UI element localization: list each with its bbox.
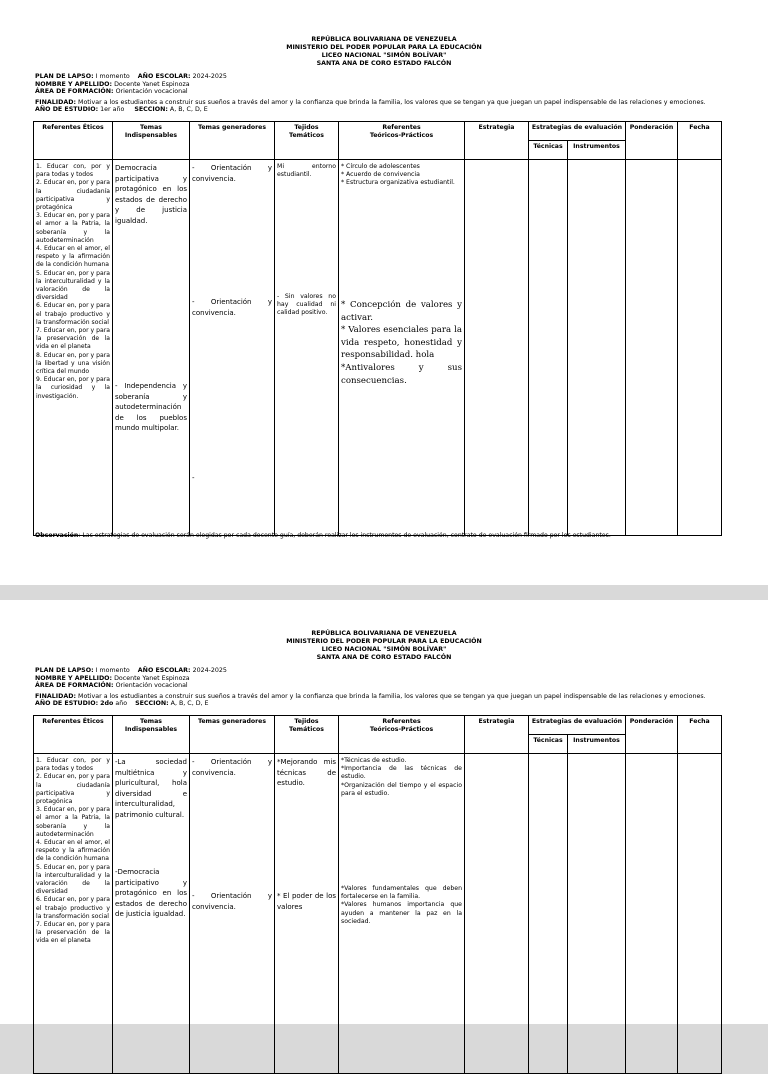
plan-meta [35,667,706,708]
col-header-tecnicas: Técnicas [529,735,568,754]
area-value: Orientación vocacional [115,88,188,96]
header-line-3: LICEO NACIONAL "SIMÓN BOLÍVAR" [321,646,447,653]
tejidos-1: *Mejorando mis técnicas de estudio. [277,758,336,787]
list-item: 2. Educar en, por y para la ciudadanía participativa y protagónica [36,773,110,806]
plan-label: PLAN DE LAPSO: [35,73,94,80]
area-label: ÁREA DE FORMACIÓN: [35,88,114,96]
instrumentos-cell [568,754,626,1074]
temas-indispensables-cell [113,754,190,1074]
finalidad-value: Motivar a los estudiantes a construir sus sueños a través del amor y la confianza que brinda la familia, los valores que se tengan ya que juegan un papel indispensable de las relaciones y emociones. [78,692,706,700]
ponderacion-cell [626,160,678,536]
document-page-2 [0,600,768,1024]
list-item: 6. Educar en, por y para el trabajo productivo y la transformación social [36,896,110,920]
col-header-estrategia: Estrategia [465,716,529,754]
col-header-tejidos: Tejidos Temáticos [275,122,339,160]
section-value: A, B, C, D, E [170,700,209,708]
section-value: A, B, C, D, E [169,106,208,114]
name-value: Docente Yanet Espinoza [114,80,190,88]
year-label: AÑO ESCOLAR: [137,667,191,674]
name-value: Docente Yanet Espinoza [114,674,190,682]
temas-generadores-cell [190,754,275,1074]
ref-teo-item: *Valores humanos importancia que ayuden a mantener la paz en la sociedad. [341,901,462,925]
temas-gen-2: - Orientación y convivencia. [192,892,272,911]
tejidos-2: * El poder de los valores [277,892,336,911]
plan-meta [35,73,706,114]
temas-ind-2: - Independencia y soberanía y autodeterminación de los pueblos mundo multipolar. [115,382,187,432]
list-item: 8. Educar en, por y para la libertad y una visión crítica del mundo [36,351,110,376]
estrategia-cell [465,160,529,536]
temas-gen-1: - Orientación y convivencia. [192,164,272,183]
list-item: 2. Educar en, por y para la ciudadanía participativa y protagónica [36,179,110,212]
header-line-2: MINISTERIO DEL PODER POPULAR PARA LA EDUCACIÓN [286,44,482,51]
list-item: 4. Educar en el amor, el respeto y la afirmación de la condición humana [36,245,110,269]
list-item: 1. Educar con, por y para todas y todos [36,757,110,773]
col-header-instrumentos: Instrumentos [568,735,626,754]
ref-teo-item: *Antivalores y sus consecuencias. [341,362,462,386]
col-header-temas-generadores: Temas generadores [190,122,275,160]
finalidad-label: FINALIDAD: [35,692,76,700]
col-header-estrategias-eval: Estrategias de evaluación [529,122,626,141]
ponderacion-cell [626,754,678,1074]
list-item: 3. Educar en, por y para el amor a la Patria, la soberanía y la autodeterminación [36,806,110,838]
table-row [34,754,722,1074]
tejidos-cell [275,754,339,1074]
area-label: ÁREA DE FORMACIÓN: [35,682,114,690]
section-label: SECCION: [134,106,168,114]
section-label: SECCION: [135,700,169,708]
header [0,630,768,662]
ref-teo-item: *Organización del tiempo y el espacio para el estudio. [341,781,462,797]
ref-eticos-cell [34,160,113,536]
col-header-ref-teoricos: Referentes Teóricos-Prácticos [339,122,465,160]
name-label: NOMBRE Y APELLIDO: [35,674,113,682]
ref-teo-item: * Estructura organizativa estudiantil. [341,179,455,186]
estrategia-cell [465,754,529,1074]
col-header-temas-indispensables: Temas Indispensables [113,716,190,754]
observacion [35,532,611,539]
list-item: 5. Educar en, por y para la interculturalidad y la valoración de la diversidad [36,269,110,302]
col-header-ponderacion: Ponderación [626,122,678,160]
study-year-value: 1er año [100,106,125,114]
temas-gen-1: - Orientación y convivencia. [192,758,272,777]
ref-teoricos-cell [339,754,465,1074]
col-header-estrategia: Estrategia [465,122,529,160]
tejidos-cell [275,160,339,536]
ref-teo-item: *Valores fundamentales que deben fortalecerse en la familia. [341,885,462,901]
col-header-temas-generadores: Temas generadores [190,716,275,754]
year-value: 2024-2025 [192,73,227,80]
fecha-cell [678,160,722,536]
list-item: 7. Educar en, por y para la preservación de la vida en el planeta [36,327,110,351]
study-year-suffix: año [115,700,128,708]
study-year-value: 2do [100,700,114,708]
temas-ind-1: Democracia participativa y protagónico en los estados de derecho y de justicia igualdad. [115,164,187,225]
tejidos-1: Mi entorno estudiantil. [277,163,336,179]
plan-table [33,715,722,1074]
temas-indispensables-cell [113,160,190,536]
finalidad-value: Motivar a los estudiantes a construir sus sueños a través del amor y la confianza que brinda la familia, los valores que se tengan ya que juegan un papel indispensable de las relaciones y emociones. [78,98,706,106]
ref-teo-item: * Concepción de valores y activar. [341,300,462,323]
temas-generadores-cell [190,160,275,536]
instrumentos-cell [568,160,626,536]
plan-value: I momento [95,667,130,674]
fecha-cell [678,754,722,1074]
header [0,36,768,68]
list-item: 5. Educar en, por y para la interculturalidad y la valoración de la diversidad [36,863,110,896]
col-header-ref-eticos: Referentes Éticos [34,716,113,754]
col-header-tejidos: Tejidos Temáticos [275,716,339,754]
temas-ind-2: -Democracia participativo y protagónico en los estados de derecho de justicia igualdad. [115,868,187,918]
temas-gen-2: - Orientación y convivencia. [192,298,272,317]
col-header-estrategias-eval: Estrategias de evaluación [529,716,626,735]
col-header-fecha: Fecha [678,122,722,160]
header-line-1: REPÚBLICA BOLIVARIANA DE VENEZUELA [311,630,457,637]
temas-gen-3: - [192,474,195,482]
col-header-fecha: Fecha [678,716,722,754]
col-header-ref-eticos: Referentes Éticos [34,122,113,160]
header-line-1: REPÚBLICA BOLIVARIANA DE VENEZUELA [311,36,457,43]
tecnicas-cell [529,160,568,536]
list-item: 6. Educar en, por y para el trabajo productivo y la transformación social [36,302,110,326]
col-header-temas-indispensables: Temas Indispensables [113,122,190,160]
list-item: 7. Educar en, por y para la preservación de la vida en el planeta [36,921,110,945]
tejidos-2: - Sin valores no hay cualidad ni calidad positivo. [277,293,336,317]
col-header-ponderacion: Ponderación [626,716,678,754]
list-item: 4. Educar en el amor, el respeto y la afirmación de la condición humana [36,839,110,863]
ref-teo-item: * Acuerdo de convivencia [341,171,420,178]
tecnicas-cell [529,754,568,1074]
list-item: 3. Educar en, por y para el amor a la Patria, la soberanía y la autodeterminación [36,212,110,244]
ref-teo-item: * Valores esenciales para la vida respeto, honestidad y responsabilidad. hola [341,325,462,361]
header-line-3: LICEO NACIONAL "SIMÓN BOLÍVAR" [321,52,447,59]
finalidad-label: FINALIDAD: [35,98,76,106]
plan-table [33,121,722,536]
observacion-label: Observación [35,532,79,539]
study-year-label: AÑO DE ESTUDIO: [35,106,99,114]
observacion-text: : Las estrategias de evaluación serán elegidas por cada docente guía, deberán realizar los instrumentos de evaluación, contrato de evaluación firmado por los estudiantes. [78,532,611,539]
temas-ind-1: -La sociedad multiétnica y pluricultural, hola diversidad e interculturalidad, patrimonio cultural. [115,758,187,819]
plan-value: I momento [95,73,130,80]
ref-teo-item: *Importancia de las técnicas de estudio. [341,765,462,781]
ref-eticos-cell [34,754,113,1074]
col-header-ref-teoricos: Referentes Teóricos-Prácticos [339,716,465,754]
ref-teo-item: * Círculo de adolescentes [341,163,420,170]
study-year-label: AÑO DE ESTUDIO: [35,700,99,708]
year-value: 2024-2025 [192,667,227,674]
col-header-instrumentos: Instrumentos [568,141,626,160]
header-line-4: SANTA ANA DE CORO ESTADO FALCÓN [316,654,452,661]
area-value: Orientación vocacional [115,682,188,690]
list-item: 9. Educar en, por y para la curiosidad y la investigación. [36,376,110,400]
col-header-tecnicas: Técnicas [529,141,568,160]
ref-teoricos-cell [339,160,465,536]
plan-label: PLAN DE LAPSO: [35,667,94,674]
header-line-2: MINISTERIO DEL PODER POPULAR PARA LA EDUCACIÓN [286,638,482,645]
name-label: NOMBRE Y APELLIDO: [35,80,113,88]
list-item: 1. Educar con, por y para todas y todos [36,163,110,179]
ref-teo-item: *Técnicas de estudio. [341,757,407,764]
header-line-4: SANTA ANA DE CORO ESTADO FALCÓN [316,60,452,67]
table-row [34,160,722,536]
year-label: AÑO ESCOLAR: [137,73,191,80]
